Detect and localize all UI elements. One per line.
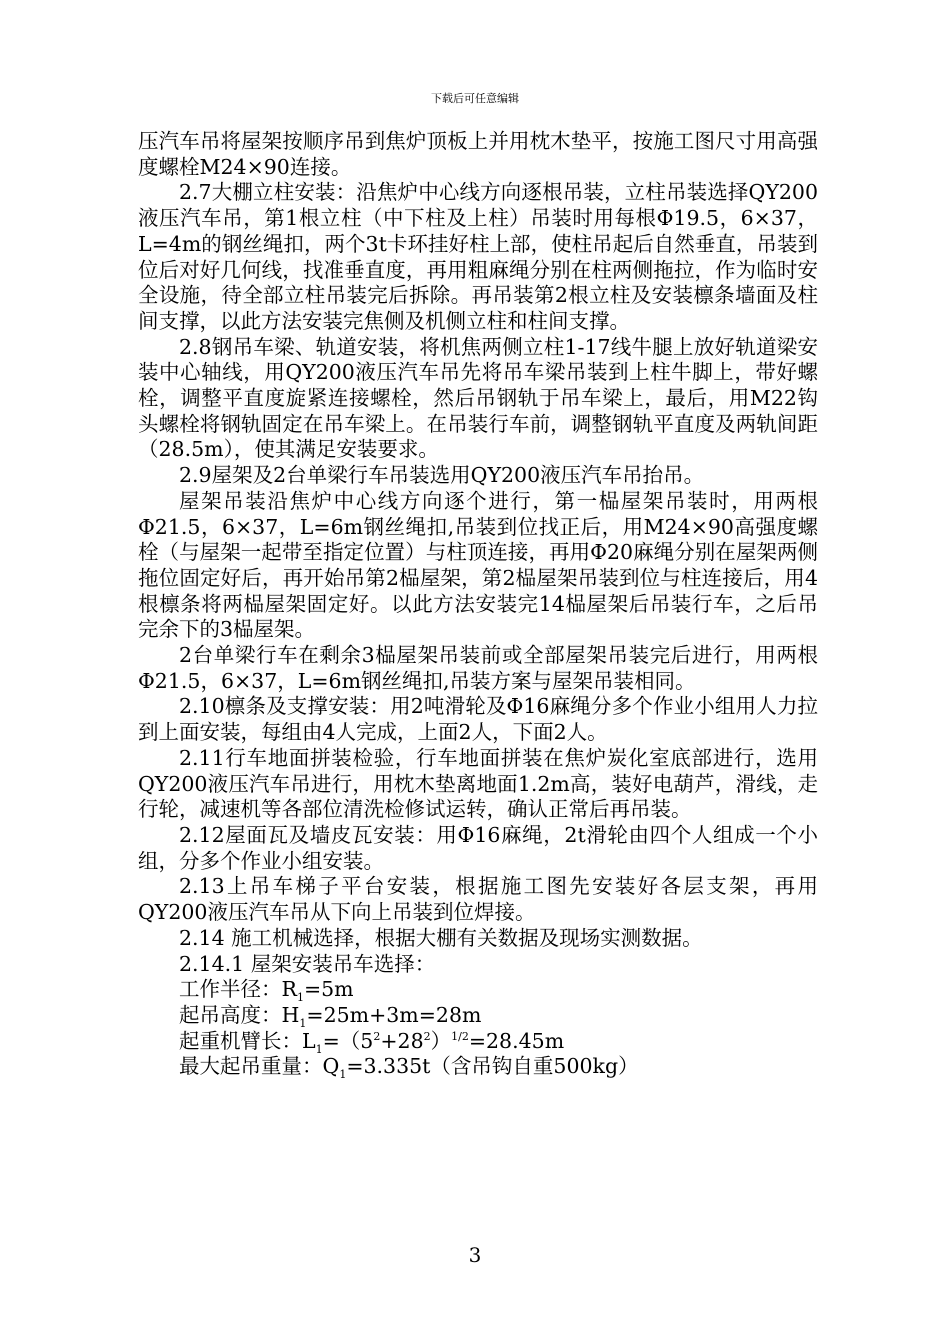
paragraph: 2.13上吊车梯子平台安装，根据施工图先安装好各层支架，再用QY200液压汽车吊从下向上吊装到位焊接。: [138, 874, 818, 925]
formula-label: 起吊高度：H: [179, 1002, 300, 1027]
formula-value: =3.335t（含吊钩自重500kg）: [346, 1054, 639, 1079]
formula-value: =5m: [303, 977, 354, 1002]
formula-value: =25m+3m=28m: [306, 1002, 482, 1027]
subscript: 1: [339, 1068, 347, 1082]
subscript: 1: [299, 1017, 307, 1030]
document-body: [138, 129, 818, 1080]
superscript: 2: [423, 1029, 431, 1043]
page-header: 下载后可任意编辑: [431, 92, 519, 105]
formula-height: [138, 1003, 818, 1029]
formula-boom-length: [138, 1029, 818, 1055]
formula-label: 起重机臂长：L: [179, 1028, 316, 1053]
formula-label: 工作半径：R: [179, 977, 297, 1002]
page-number: 3: [468, 1243, 482, 1267]
paragraph: 2.11行车地面拼装检验，行车地面拼装在焦炉炭化室底部进行，选用QY200液压汽车吊进行，用枕木垫离地面1.2m高，装好电葫芦，滑线，走行轮，减速机等各部位清洗检修试运转，确认正常后再吊装。: [138, 745, 818, 822]
paragraph: 2.9屋架及2台单梁行车吊装选用QY200液压汽车吊抬吊。: [179, 463, 705, 488]
paragraph: 2.14.1 屋架安装吊车选择：: [179, 951, 436, 976]
paragraph: 2.8钢吊车梁、轨道安装，将机焦两侧立柱1-17线牛腿上放好轨道梁安装中心轴线，用QY200液压汽车吊先将吊车梁吊装到上柱牛脚上，带好螺栓，调整平直度旋紧连接螺栓，然后吊钢轨于吊车梁上，最后，用M22钩头螺栓将钢轨固定在吊车梁上。在吊装行车前，调整钢轨平直度及两轨间距（28.5m），使其满足安装要求。: [138, 334, 818, 462]
formula-value: =28.45m: [468, 1028, 565, 1053]
paragraph: 2.14 施工机械选择，根据大棚有关数据及现场实测数据。: [179, 925, 703, 950]
formula-part: =（5: [322, 1028, 374, 1053]
formula-label: 最大起吊重量：Q: [179, 1054, 340, 1079]
subscript: 1: [315, 1042, 323, 1056]
paragraph: 2.12屋面瓦及墙皮瓦安装：用Φ16麻绳，2t滑轮由四个人组成一个小组，分多个作业小组安装。: [138, 822, 818, 873]
formula-part: +28: [380, 1028, 424, 1053]
superscript: 2: [373, 1029, 381, 1043]
paragraph: 2台单梁行车在剩余3榀屋架吊装前或全部屋架吊装完后进行，用两根Φ21.5，6×37，L=6m钢丝绳扣,吊装方案与屋架吊装相同。: [138, 643, 818, 693]
superscript: 1/2: [451, 1029, 469, 1043]
subscript: 1: [296, 991, 304, 1005]
formula-radius: [138, 977, 818, 1003]
paragraph: 压汽车吊将屋架按顺序吊到焦炉顶板上并用枕木垫平，按施工图尺寸用高强度螺栓M24×90连接。: [138, 129, 818, 179]
formula-part: ）: [430, 1028, 452, 1053]
paragraph: 2.10檩条及支撑安装：用2吨滑轮及Φ16麻绳分多个作业小组用人力拉到上面安装，每组由4人完成，上面2人，下面2人。: [138, 694, 818, 745]
paragraph: 屋架吊装沿焦炉中心线方向逐个进行，第一榀屋架吊装时，用两根Φ21.5，6×37，L=6m钢丝绳扣,吊装到位找正后，用M24×90高强度螺栓（与屋架一起带至指定位置）与柱顶连接，再用Φ20麻绳分别在屋架两侧拖位固定好后，再开始吊第2榀屋架，第2榀屋架吊装到位与柱连接后，用4根檩条将两榀屋架固定好。以此方法安装完14榀屋架后吊装行车，之后吊完余下的3榀屋架。: [138, 488, 818, 642]
paragraph: 2.7大棚立柱安装：沿焦炉中心线方向逐根吊装，立柱吊装选择QY200液压汽车吊，第1根立柱（中下柱及上柱）吊装时用每根Φ19.5，6×37，L=4m的钢丝绳扣，两个3t卡环挂好柱上部，使柱吊起后自然垂直，吊装到位后对好几何线，找准垂直度，再用粗麻绳分别在柱两侧拖拉，作为临时安全设施，待全部立柱吊装完后拆除。再吊装第2根立柱及安装檩条墙面及柱间支撑，以此方法安装完焦侧及机侧立柱和柱间支撑。: [138, 180, 818, 333]
formula-max-weight: [138, 1054, 818, 1080]
